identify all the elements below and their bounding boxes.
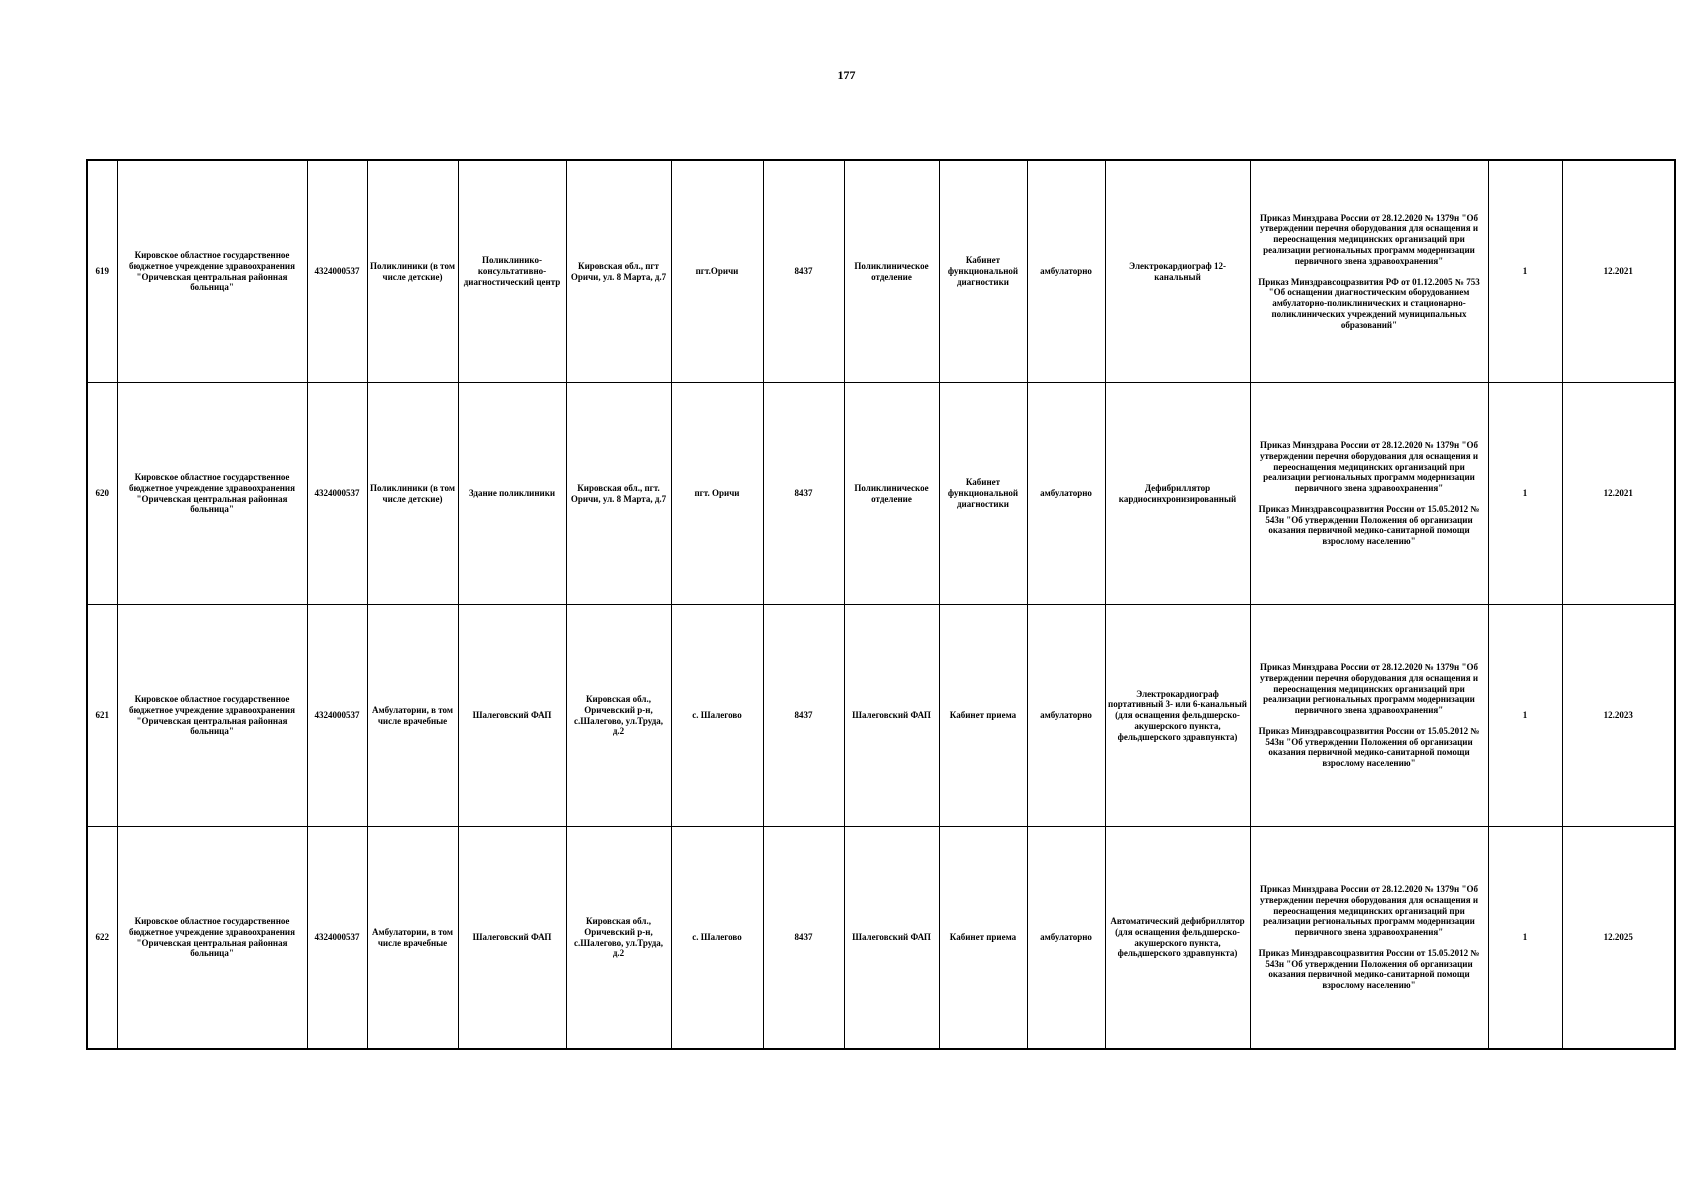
department: Шалеговский ФАП [844,827,939,1050]
care-conditions: амбулаторно [1027,605,1105,827]
address: Кировская обл., пгт Оричи, ул. 8 Марта, д.7 [566,160,671,383]
regulatory-document: Приказ Минздравсоцразвития РФ от 01.12.2005 № 753 "Об оснащении диагностическим оборудованием амбулаторно-поликлинических и стационарно-поликлинических учреждений муниципальных образований" [1258,276,1480,330]
building-name: Шалеговский ФАП [458,827,566,1050]
row-number: 619 [87,160,117,383]
organization-name: Кировское областное государственное бюджетное учреждение здравоохранения "Оричевская центральная районная больница" [117,827,307,1050]
inn-code: 4324000537 [307,383,367,605]
equipment-name: Электрокардиограф портативный 3- или 6-канальный (для оснащения фельдшерско-акушерского пункта, фельдшерского здравпункта) [1105,605,1250,827]
room: Кабинет приема [939,605,1027,827]
settlement: пгт. Оричи [671,383,763,605]
table-row [87,160,1675,383]
address: Кировская обл., пгт. Оричи, ул. 8 Марта, д.7 [566,383,671,605]
regulatory-documents [1250,160,1488,383]
address: Кировская обл., Оричевский р-н, с.Шалегово, ул.Труда, д.2 [566,827,671,1050]
equipment-name: Дефибриллятор кардиосинхронизированный [1105,383,1250,605]
population: 8437 [763,383,844,605]
care-conditions: амбулаторно [1027,827,1105,1050]
department: Поликлиническое отделение [844,160,939,383]
delivery-date: 12.2021 [1562,160,1675,383]
building-name: Шалеговский ФАП [458,605,566,827]
care-conditions: амбулаторно [1027,383,1105,605]
quantity: 1 [1488,160,1562,383]
settlement: пгт.Оричи [671,160,763,383]
regulatory-document: Приказ Минздрава России от 28.12.2020 № 1379н "Об утверждении перечня оборудования для оснащения и переоснащения медицинских организаций при реализации региональных программ модернизации первичного звена здравоохранения" [1259,661,1479,716]
regulatory-document: Приказ Минздрава России от 28.12.2020 № 1379н "Об утверждении перечня оборудования для оснащения и переоснащения медицинских организаций при реализации региональных программ модернизации первичного звена здравоохранения" [1259,439,1479,494]
settlement: с. Шалегово [671,605,763,827]
quantity: 1 [1488,383,1562,605]
building-name: Здание поликлиники [458,383,566,605]
inn-code: 4324000537 [307,160,367,383]
equipment-name: Автоматический дефибриллятор (для оснащения фельдшерско-акушерского пункта, фельдшерского здравпункта) [1105,827,1250,1050]
inn-code: 4324000537 [307,827,367,1050]
delivery-date: 12.2021 [1562,383,1675,605]
settlement: с. Шалегово [671,827,763,1050]
facility-type: Амбулатории, в том числе врачебные [367,827,458,1050]
delivery-date: 12.2023 [1562,605,1675,827]
room: Кабинет функциональной диагностики [939,160,1027,383]
regulatory-document: Приказ Минздравсоцразвития России от 15.05.2012 № 543н "Об утверждении Положения об организации оказания первичной медико-санитарной помощи взрослому населению" [1258,725,1480,769]
regulatory-document: Приказ Минздрава России от 28.12.2020 № 1379н "Об утверждении перечня оборудования для оснащения и переоснащения медицинских организаций при реализации региональных программ модернизации первичного звена здравоохранения" [1259,212,1479,266]
equipment-name: Электрокардиограф 12-канальный [1105,160,1250,383]
organization-name: Кировское областное государственное бюджетное учреждение здравоохранения "Оричевская центральная районная больница" [117,383,307,605]
organization-name: Кировское областное государственное бюджетное учреждение здравоохранения "Оричевская центральная районная больница" [117,160,307,383]
room: Кабинет функциональной диагностики [939,383,1027,605]
regulatory-documents [1250,605,1488,827]
regulatory-document: Приказ Минздравсоцразвития России от 15.05.2012 № 543н "Об утверждении Положения об организации оказания первичной медико-санитарной помощи взрослому населению" [1258,503,1480,547]
quantity: 1 [1488,605,1562,827]
row-number: 622 [87,827,117,1050]
regulatory-document: Приказ Минздравсоцразвития России от 15.05.2012 № 543н "Об утверждении Положения об организации оказания первичной медико-санитарной помощи взрослому населению" [1258,947,1480,991]
page-number: 177 [837,68,856,82]
regulatory-documents [1250,827,1488,1050]
department: Поликлиническое отделение [844,383,939,605]
population: 8437 [763,605,844,827]
row-number: 621 [87,605,117,827]
building-name: Поликлинико-консультативно-диагностический центр [458,160,566,383]
table-row [87,827,1675,1050]
quantity: 1 [1488,827,1562,1050]
row-number: 620 [87,383,117,605]
address: Кировская обл., Оричевский р-н, с.Шалегово, ул.Труда, д.2 [566,605,671,827]
facility-type: Поликлиники (в том числе детские) [367,383,458,605]
care-conditions: амбулаторно [1027,160,1105,383]
table-row [87,383,1675,605]
room: Кабинет приема [939,827,1027,1050]
population: 8437 [763,160,844,383]
regulatory-document: Приказ Минздрава России от 28.12.2020 № 1379н "Об утверждении перечня оборудования для оснащения и переоснащения медицинских организаций при реализации региональных программ модернизации первичного звена здравоохранения" [1259,883,1479,938]
regulatory-documents [1250,383,1488,605]
population: 8437 [763,827,844,1050]
facility-type: Амбулатории, в том числе врачебные [367,605,458,827]
facility-type: Поликлиники (в том числе детские) [367,160,458,383]
table-row [87,605,1675,827]
inn-code: 4324000537 [307,605,367,827]
delivery-date: 12.2025 [1562,827,1675,1050]
equipment-registry-table [86,159,1676,1050]
organization-name: Кировское областное государственное бюджетное учреждение здравоохранения "Оричевская центральная районная больница" [117,605,307,827]
department: Шалеговский ФАП [844,605,939,827]
